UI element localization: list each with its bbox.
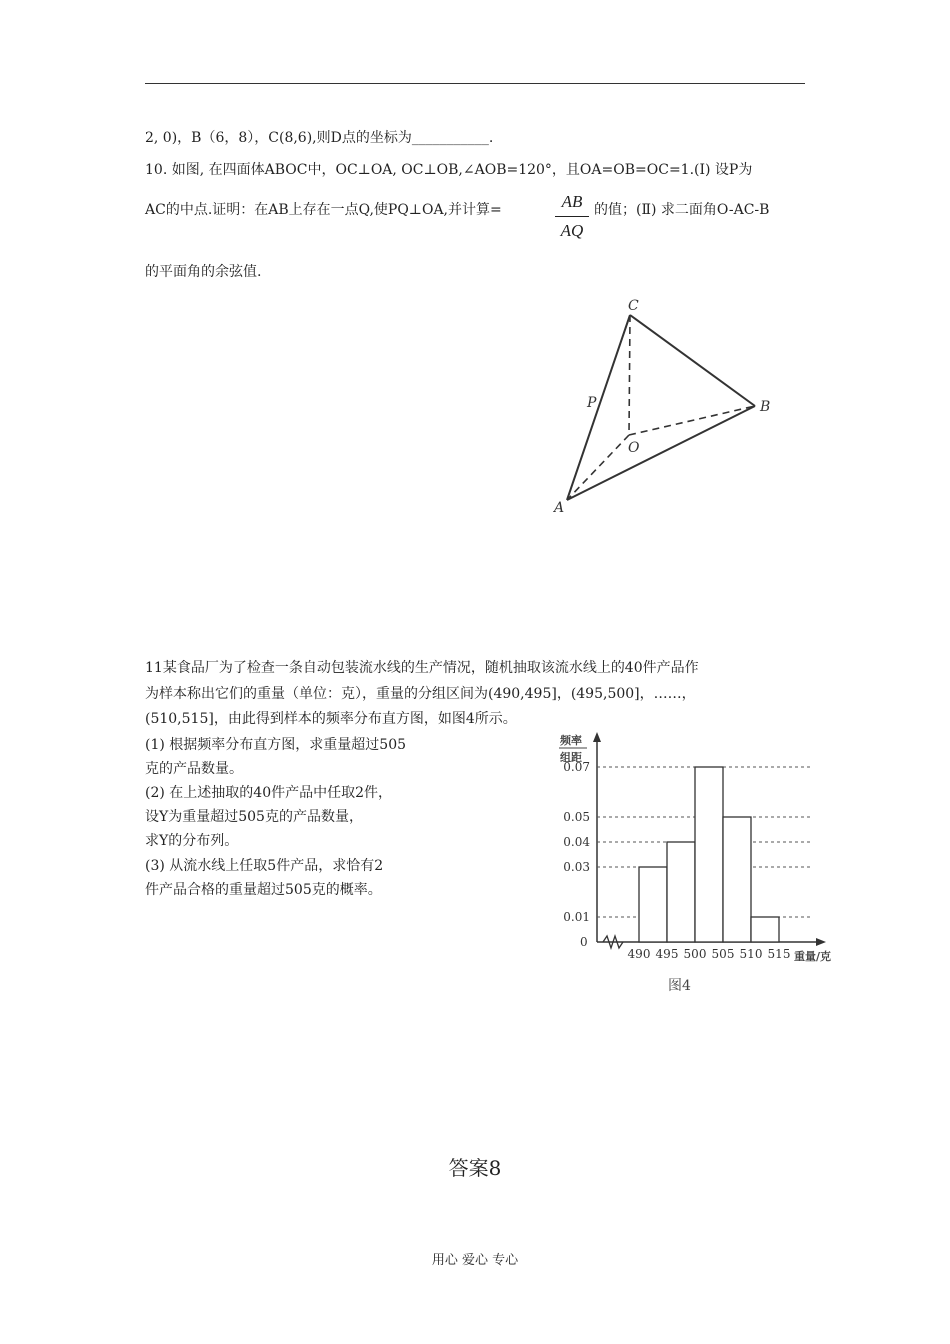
q11-line-2: 为样本称出它们的重量（单位：克），重量的分组区间为(490,495]，(495,500]，……，: [145, 686, 696, 702]
y-tick-label: 0.05: [563, 810, 590, 824]
q10-line-1: 10. 如图, 在四面体ABOC中，OC⊥OA, OC⊥OB,∠AOB=120°，且OA=OB=OC=1.(Ⅰ) 设P为: [145, 162, 753, 178]
tetrahedron-figure: [540, 290, 800, 530]
q11-part-line: 克的产品数量。: [145, 761, 243, 777]
edge-oa-dashed: [567, 435, 629, 500]
x-tick-label: 500: [683, 947, 707, 961]
histogram-bar: [695, 767, 723, 942]
chart-title: 图4: [668, 978, 691, 994]
q9-tail-text: 2, 0)，B（6，8），C(8,6),则D点的坐标为___________.: [145, 130, 494, 146]
fraction-numerator: AB: [561, 192, 583, 211]
y-tick-label: 0.01: [563, 910, 590, 924]
label-c: C: [628, 298, 639, 314]
label-p: P: [587, 395, 597, 411]
histogram-bar: [667, 842, 695, 942]
q11-part-line: (3) 从流水线上任取5件产品，求恰有2: [145, 858, 384, 874]
y-label-top: 频率: [560, 734, 582, 747]
answer-title: 答案8: [448, 1156, 502, 1180]
q10-line-2-pre: AC的中点.证明：在AB上存在一点Q,使PQ⊥OA,并计算=: [145, 202, 502, 218]
q11-part-line: (2) 在上述抽取的40件产品中任取2件，: [145, 785, 393, 801]
x-axis-label: 重量/克: [794, 950, 832, 963]
label-a: A: [554, 500, 565, 516]
y-tick-label: 0.03: [563, 860, 590, 874]
q11-part-line: 件产品合格的重量超过505克的概率。: [145, 882, 382, 898]
q10-line-2-post: 的值；(Ⅱ) 求二面角O-AC-B: [594, 202, 770, 218]
q11-part-line: 设Y为重量超过505克的产品数量，: [145, 809, 363, 825]
histogram-bar: [639, 867, 667, 942]
x-tick-label: 490: [627, 947, 651, 961]
label-b: B: [760, 399, 771, 415]
q11-part-line: 求Y的分布列。: [145, 833, 239, 849]
frequency-histogram: [550, 728, 850, 1000]
q10-line-3: 的平面角的余弦值.: [145, 264, 262, 280]
x-tick-label: 515: [767, 947, 791, 961]
y-axis-arrow: [593, 732, 601, 742]
y-tick-label: 0.07: [563, 760, 590, 774]
header-rule: [145, 83, 805, 84]
histogram-bar: [723, 817, 751, 942]
edge-ob-dashed: [629, 406, 755, 435]
y-tick-label: 0.04: [563, 835, 590, 849]
histogram-bar: [751, 917, 779, 942]
fraction-denominator: AQ: [560, 221, 584, 240]
page-footer: 用心 爱心 专心: [431, 1253, 519, 1268]
y-label-bottom: 组距: [560, 751, 582, 764]
fraction-bar: [555, 216, 589, 217]
x-axis-arrow: [816, 938, 826, 946]
origin-label: 0: [580, 935, 588, 949]
q11-line-1: 11某食品厂为了检查一条自动包装流水线的生产情况，随机抽取该流水线上的40件产品作: [145, 660, 699, 676]
q11-line-3: (510,515]，由此得到样本的频率分布直方图，如图4所示。: [145, 711, 517, 727]
q11-part-line: (1) 根据频率分布直方图，求重量超过505: [145, 737, 407, 753]
x-tick-label: 505: [711, 947, 735, 961]
x-tick-label: 495: [655, 947, 679, 961]
x-tick-label: 510: [739, 947, 763, 961]
edge-cb: [630, 315, 755, 406]
label-o: O: [628, 440, 640, 456]
edge-co-dashed: [629, 315, 630, 435]
